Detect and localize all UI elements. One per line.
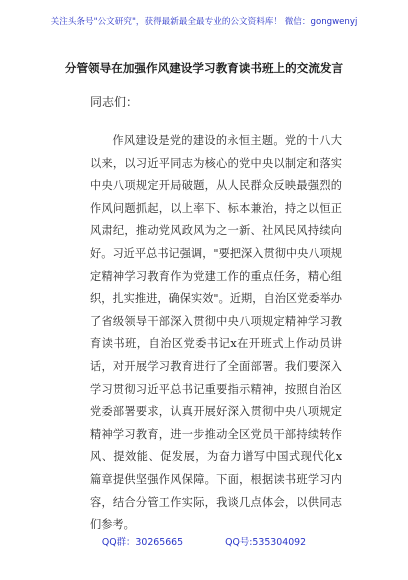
body-paragraph: 作风建设是党的建设的永恒主题。党的十八大以来，以习近平同志为核心的党中央以制定和落实中央八项规定开局破题，从人民群众反映最强烈的作风问题抓起，以上率下、标本兼治，持之以恒正风肃纪，推动党风政风为之一新、社风民风持续向好。习近平总书记强调，"要把深入贯彻中央八项规定精神学习教育作为党建工作的重点任务，精心组织，扎实推进，确保实效"。近期，自治区党委举办了省级领导干部深入贯彻中央八项规定精神学习教育读书班，自治区党委书记x在开班式上作动员讲话，对开展学习教育进行了全面部署。我们要深入学习贯彻习近平总书记重要指示精神，按照自治区党委部署要求，认真开展好深入贯彻中央八项规定精神学习教育，进一步推动全区党员干部持续转作风、提效能、促发展，为奋力谱写中国式现代化x篇章提供坚强作风保障。下面，根据读书班学习内容，结合分管工作实际，我谈几点体会，以供同志们参考。 <box>90 134 342 532</box>
qq-number-text: QQ号:535304092 <box>225 537 307 548</box>
document-title: 分管领导在加强作风建设学习教育读书班上的交流发言 <box>64 61 344 75</box>
salutation: 同志们： <box>90 95 139 109</box>
qq-group-text: QQ群：30265665 <box>101 537 184 548</box>
footer-contact <box>0 536 408 549</box>
promo-header: 关注头条号"公文研究"，获得最新最全最专业的公文资料库！ 微信：gongwenyj <box>50 17 358 27</box>
